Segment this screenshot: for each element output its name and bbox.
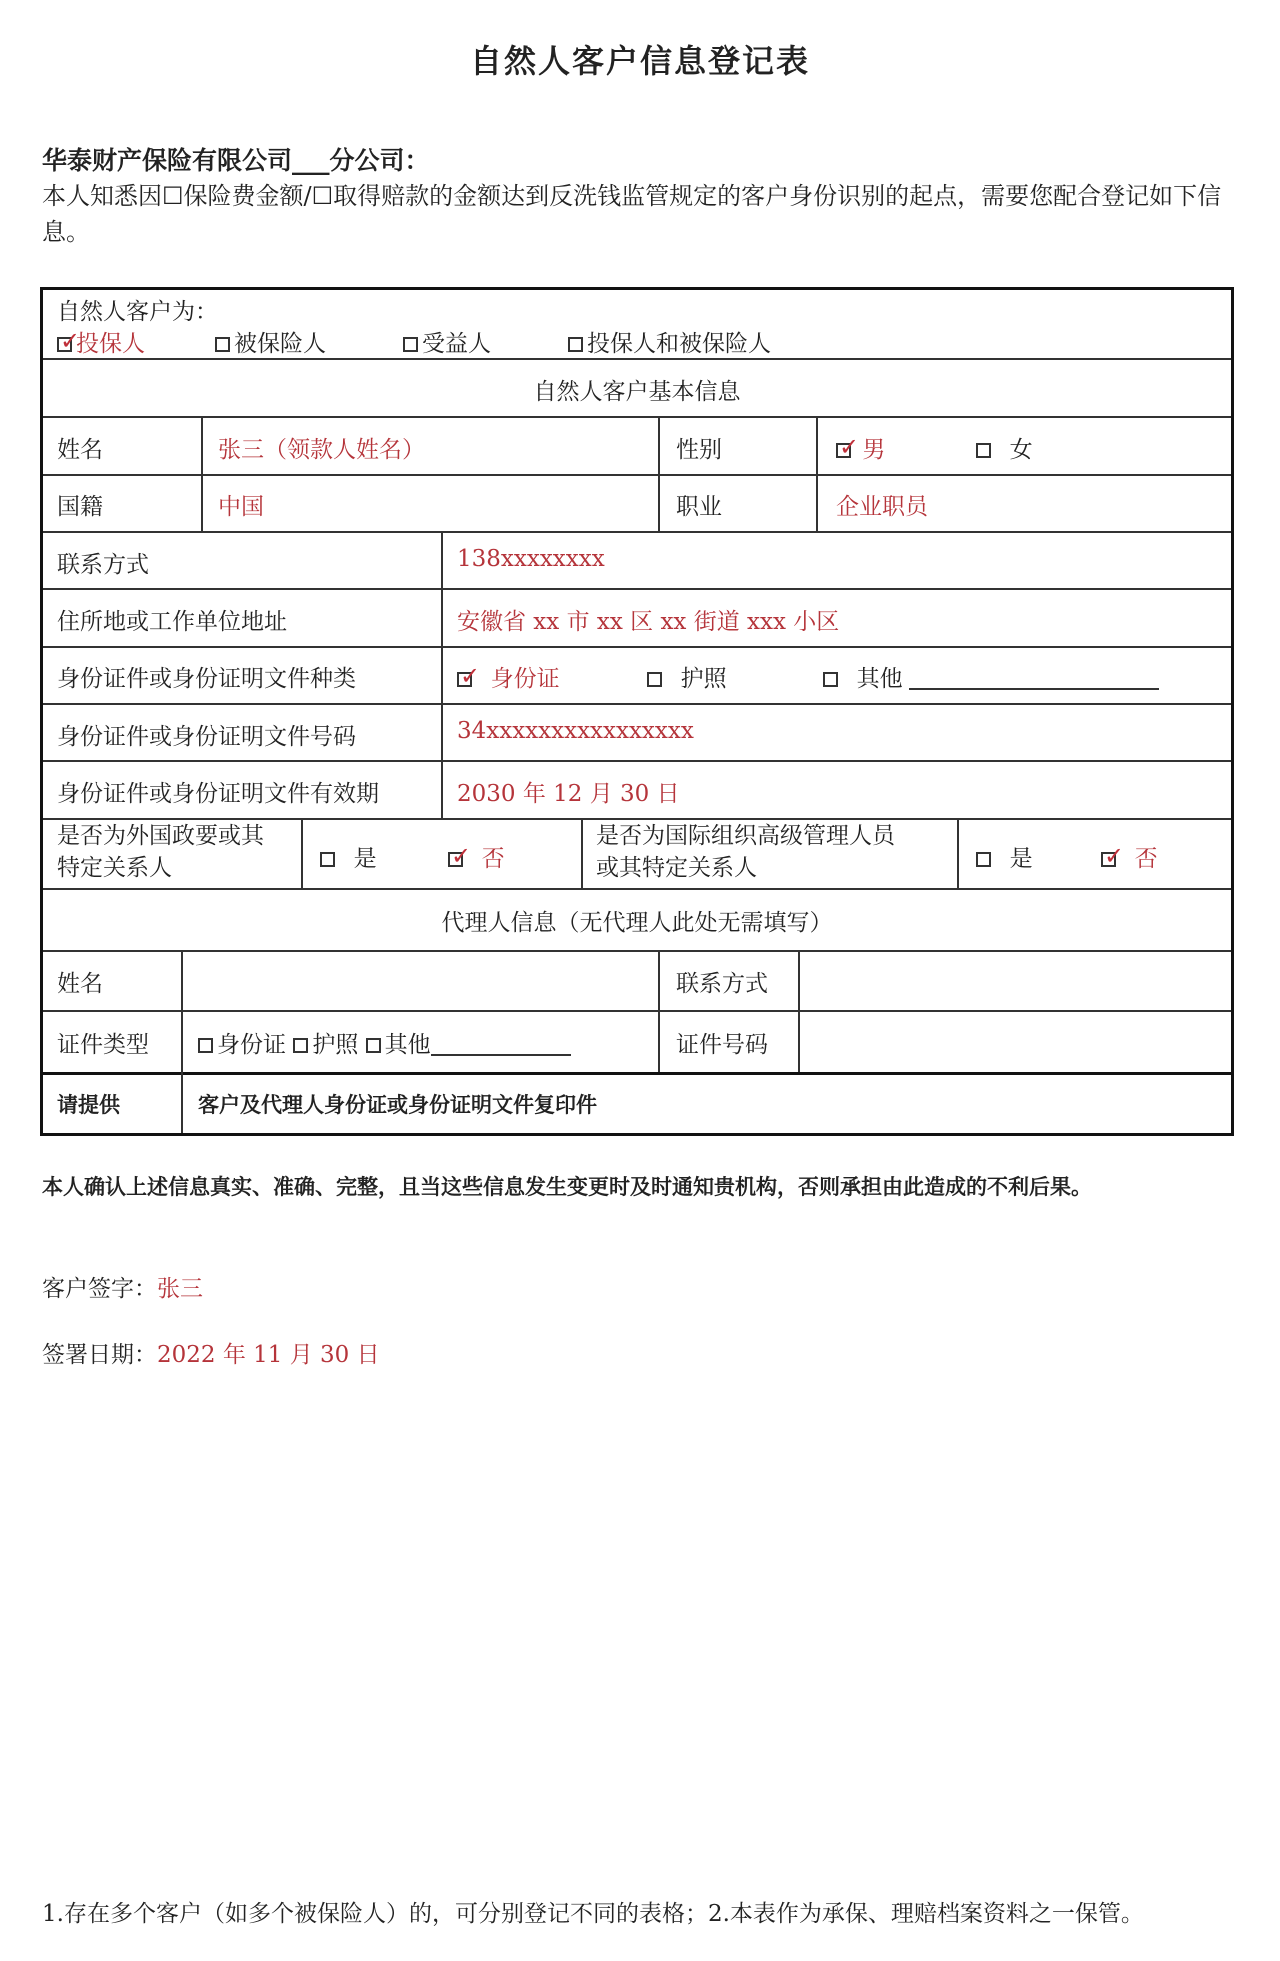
- role-option-policyholder[interactable]: ✓投保人: [57, 325, 145, 358]
- checkbox[interactable]: [215, 337, 230, 352]
- validity-value[interactable]: 2030 年 12 月 30 日: [457, 781, 680, 807]
- row-divider: [43, 474, 1231, 476]
- footnote: 1.存在多个客户（如多个被保险人）的，可分别登记不同的表格；2.本表作为承保、理赔档案资料之一保管。: [42, 1901, 1144, 1927]
- checkbox[interactable]: [647, 672, 662, 687]
- name-label: 姓名: [57, 437, 103, 463]
- name-value[interactable]: 张三（领款人姓名）: [218, 437, 425, 463]
- sign-date-label: 签署日期：: [42, 1342, 157, 1368]
- customer-role-label: 自然人客户为：: [57, 299, 218, 325]
- agent-idno-label: 证件号码: [676, 1032, 768, 1058]
- col-divider: [798, 950, 800, 1072]
- col-divider: [441, 531, 443, 818]
- other-blank[interactable]: [431, 1054, 571, 1056]
- checkbox[interactable]: [366, 1038, 381, 1053]
- nationality-value[interactable]: 中国: [218, 494, 264, 520]
- col-divider: [658, 950, 660, 1072]
- intl-no[interactable]: ✓ 否: [1101, 840, 1158, 873]
- basic-section-title: 自然人客户基本信息: [533, 379, 741, 405]
- col-divider: [581, 818, 583, 888]
- idno-label: 身份证件或身份证明文件号码: [57, 724, 356, 750]
- row-divider: [43, 1010, 1231, 1012]
- col-divider: [957, 818, 959, 888]
- row-divider: [43, 416, 1231, 418]
- addressee: 华泰财产保险有限公司___分公司：: [42, 146, 430, 175]
- checkbox[interactable]: [568, 337, 583, 352]
- idtype-option-other[interactable]: 其他: [823, 660, 1159, 693]
- row-divider: [43, 588, 1231, 590]
- checkbox[interactable]: [320, 852, 335, 867]
- agent-name-label: 姓名: [57, 971, 103, 997]
- row-divider: [43, 888, 1231, 890]
- validity-label: 身份证件或身份证明文件有效期: [57, 781, 379, 807]
- agent-idtype-options: 身份证 护照 其他: [198, 1026, 571, 1059]
- gender-female[interactable]: 女: [976, 431, 1033, 464]
- role-option-beneficiary[interactable]: 受益人: [403, 325, 491, 358]
- address-value[interactable]: 安徽省 xx 市 xx 区 xx 街道 xxx 小区: [457, 609, 840, 635]
- checkbox-checked[interactable]: [836, 443, 851, 458]
- checkbox-checked[interactable]: [448, 852, 463, 867]
- agent-idtype-label: 证件类型: [57, 1032, 149, 1058]
- intl-yes[interactable]: 是: [976, 840, 1033, 873]
- other-blank[interactable]: [909, 688, 1159, 690]
- row-divider: [43, 950, 1231, 952]
- checkbox[interactable]: [403, 337, 418, 352]
- row-divider: [43, 1072, 1231, 1075]
- row-divider: [43, 531, 1231, 533]
- col-divider: [301, 818, 303, 888]
- nationality-label: 国籍: [57, 494, 103, 520]
- role-option-both[interactable]: 投保人和被保险人: [568, 325, 771, 358]
- contact-label: 联系方式: [57, 552, 149, 578]
- signature-value[interactable]: 张三: [157, 1276, 203, 1302]
- idtype-option-idcard[interactable]: ✓ 身份证: [457, 660, 560, 693]
- agent-contact-label: 联系方式: [676, 971, 768, 997]
- checkbox[interactable]: [976, 852, 991, 867]
- pep-no[interactable]: ✓ 否: [448, 840, 505, 873]
- registration-form: [40, 287, 1234, 1136]
- pep-label: 是否为外国政要或其 特定关系人: [57, 823, 264, 881]
- signature-line: [42, 1270, 203, 1303]
- row-divider: [43, 358, 1231, 360]
- provide-value: 客户及代理人身份证或身份证明文件复印件: [198, 1093, 597, 1117]
- gender-label: 性别: [676, 437, 722, 463]
- idno-value[interactable]: 34xxxxxxxxxxxxxxxx: [457, 718, 694, 744]
- checkbox[interactable]: [823, 672, 838, 687]
- row-divider: [43, 646, 1231, 648]
- col-divider: [201, 416, 203, 531]
- row-divider: [43, 760, 1231, 762]
- confirmation-statement: 本人确认上述信息真实、准确、完整，且当这些信息发生变更时及时通知贵机构，否则承担由此造成的不利后果。: [42, 1175, 1092, 1199]
- checkbox[interactable]: [198, 1038, 213, 1053]
- signature-label: 客户签字：: [42, 1276, 157, 1302]
- intro-text: 本人知悉因☐保险费金额/☐取得赔款的金额达到反洗钱监管规定的客户身份识别的起点，需要您配合登记如下信息。: [42, 182, 1222, 246]
- col-divider: [181, 950, 183, 1133]
- checkbox[interactable]: [293, 1038, 308, 1053]
- occupation-value[interactable]: 企业职员: [836, 494, 928, 520]
- idtype-label: 身份证件或身份证明文件种类: [57, 666, 356, 692]
- checkbox-checked[interactable]: [1101, 852, 1116, 867]
- pep-yes[interactable]: 是: [320, 840, 377, 873]
- address-label: 住所地或工作单位地址: [57, 609, 287, 635]
- col-divider: [658, 416, 660, 531]
- intl-org-label: 是否为国际组织高级管理人员 或其特定关系人: [596, 823, 895, 881]
- sign-date-line: [42, 1336, 380, 1369]
- checkbox[interactable]: [976, 443, 991, 458]
- occupation-label: 职业: [676, 494, 722, 520]
- checkbox-checked[interactable]: [57, 337, 72, 352]
- row-divider: [43, 703, 1231, 705]
- provide-label: 请提供: [57, 1093, 120, 1117]
- idtype-option-passport[interactable]: 护照: [647, 660, 727, 693]
- contact-value[interactable]: 138xxxxxxxx: [457, 546, 605, 572]
- role-option-insured[interactable]: 被保险人: [215, 325, 326, 358]
- form-title: 自然人客户信息登记表: [469, 42, 810, 80]
- checkbox-checked[interactable]: [457, 672, 472, 687]
- sign-date-value[interactable]: 2022 年 11 月 30 日: [157, 1342, 380, 1368]
- col-divider: [816, 416, 818, 531]
- agent-section-title: 代理人信息（无代理人此处无需填写）: [441, 910, 833, 936]
- gender-male[interactable]: ✓ 男: [836, 431, 885, 464]
